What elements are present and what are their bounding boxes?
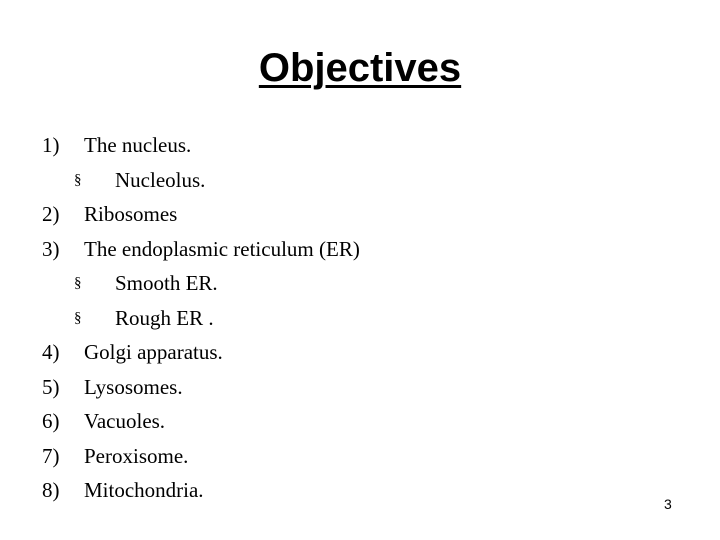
item-number: 4)	[42, 340, 60, 364]
item-number: 1)	[42, 133, 60, 157]
item-number: 6)	[42, 409, 60, 433]
list-item	[42, 439, 642, 474]
list-item	[42, 232, 642, 267]
item-text: The endoplasmic reticulum (ER)	[84, 236, 360, 261]
list-item	[42, 370, 642, 405]
item-text: Golgi apparatus.	[84, 340, 223, 364]
slide-title-text: Objectives	[258, 46, 462, 90]
sub-list-item	[42, 301, 642, 336]
slide-title	[0, 42, 720, 94]
sub-list-item	[42, 163, 642, 198]
page-number: 3	[664, 496, 672, 512]
item-number: 8)	[42, 478, 60, 502]
item-number: 5)	[42, 374, 60, 399]
list-item	[42, 404, 642, 439]
list-item	[42, 473, 642, 508]
item-number: 7)	[42, 443, 60, 468]
sub-item-text: Smooth ER.	[115, 271, 218, 295]
item-text: Peroxisome.	[84, 443, 189, 468]
section-bullet-icon: §	[74, 309, 82, 326]
item-text: Lysosomes.	[84, 374, 183, 399]
item-text: Mitochondria.	[84, 478, 204, 502]
section-bullet-icon: §	[74, 275, 82, 291]
item-text: The nucleus.	[84, 133, 192, 157]
sub-item-text: Rough ER .	[115, 305, 214, 330]
list-item	[42, 335, 642, 370]
section-bullet-icon: §	[74, 171, 82, 188]
sub-item-text: Nucleolus.	[115, 167, 206, 192]
objectives-list	[42, 128, 642, 508]
list-item	[42, 197, 642, 232]
item-number: 3)	[42, 236, 60, 261]
item-number: 2)	[42, 202, 60, 226]
sub-list-item	[42, 266, 642, 301]
item-text: Ribosomes	[84, 202, 178, 226]
item-text: Vacuoles.	[84, 409, 166, 433]
list-item	[42, 128, 642, 163]
